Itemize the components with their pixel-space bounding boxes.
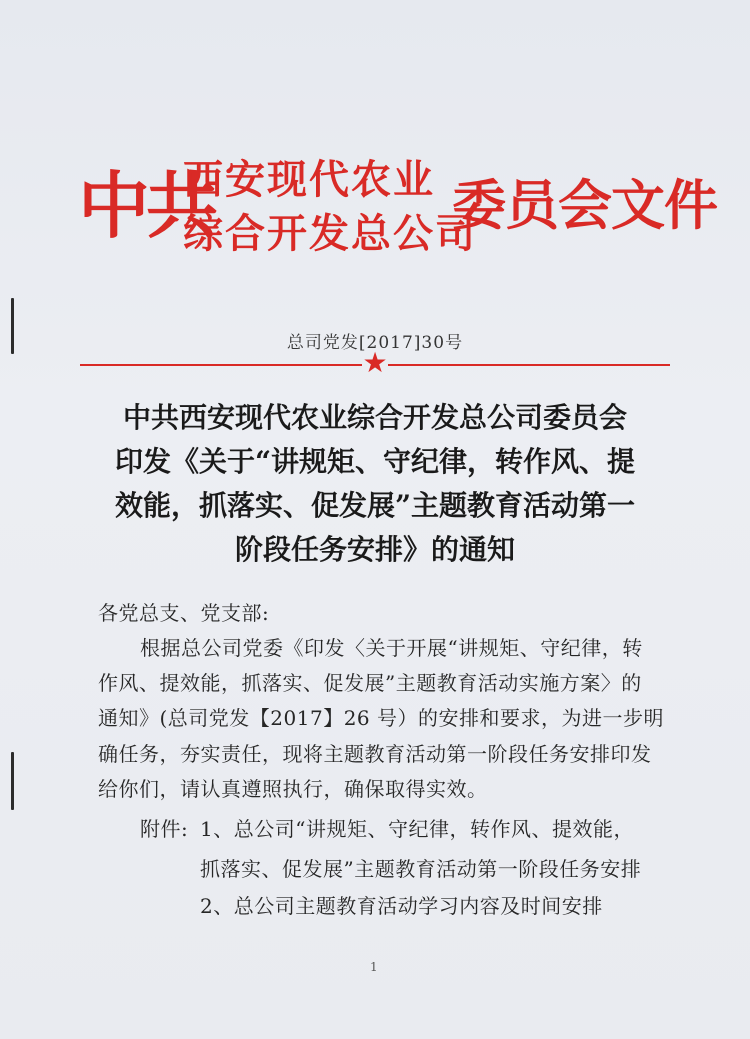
masthead — [0, 150, 750, 280]
red-star-icon: ★ — [362, 346, 388, 379]
title-line: 中共西安现代农业综合开发总公司委员会 — [122, 401, 627, 434]
title-line: 效能，抓落实、促发展”主题教育活动第一 — [114, 489, 636, 522]
binding-mark — [11, 752, 14, 810]
salutation: 各党总支、党支部: — [98, 601, 270, 625]
masthead-org-line1: 西安现代农业 — [183, 156, 435, 203]
page-number: 1 — [370, 960, 378, 974]
masthead-prefix: 中共 — [78, 163, 215, 248]
red-divider-left — [80, 364, 362, 366]
masthead-org-line2: 综合开发总公司 — [183, 210, 477, 257]
attachments-label: 附件: — [140, 817, 189, 841]
paragraph-line: 根据总公司党委《印发〈关于开展“讲规矩、守纪律，转 — [140, 636, 643, 660]
title-line: 阶段任务安排》的通知 — [234, 533, 515, 566]
paragraph-line: 作风、提效能，抓落实、促发展”主题教育活动实施方案〉的 — [98, 671, 642, 695]
attachment-item: 2、总公司主题教育活动学习内容及时间安排 — [200, 894, 603, 918]
document-number: 总司党发[2017]30号 — [286, 333, 464, 353]
attachment-item: 1、总公司“讲规矩、守纪律，转作风、提效能， — [200, 817, 634, 841]
paragraph-line: 确任务，夯实责任，现将主题教育活动第一阶段任务安排印发 — [98, 742, 652, 766]
masthead-suffix: 委员会文件 — [452, 173, 717, 237]
paragraph-line: 通知》(总司党发【2017】26 号）的安排和要求，为进一步明 — [98, 706, 665, 730]
attachment-item: 抓落实、促发展”主题教育活动第一阶段任务安排 — [200, 857, 642, 881]
title-line: 印发《关于“讲规矩、守纪律，转作风、提 — [114, 445, 636, 478]
red-divider-right — [388, 364, 670, 366]
paragraph-line: 给你们，请认真遵照执行，确保取得实效。 — [98, 777, 488, 801]
document-title — [0, 396, 750, 572]
